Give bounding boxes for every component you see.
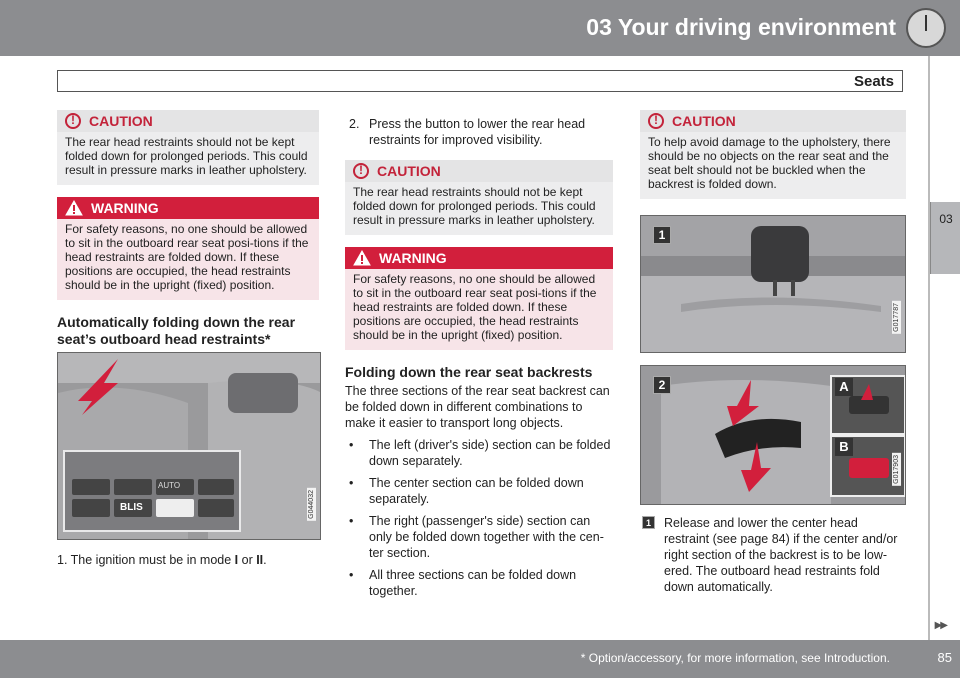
bullet-item bbox=[345, 513, 613, 561]
bullet-text: All three sections can be folded down together. bbox=[369, 568, 577, 598]
side-tab-line bbox=[928, 56, 930, 640]
step-release bbox=[640, 515, 906, 595]
section-title: Seats bbox=[853, 73, 894, 90]
caution-icon bbox=[648, 113, 664, 129]
mode-i: I bbox=[234, 553, 239, 567]
bullet-text: The center section can be folded down separately. bbox=[369, 476, 584, 506]
warning-box bbox=[57, 197, 319, 300]
warning-text: For safety reasons, no one should be allowed to sit in the outboard rear seat posi-tions if the head restraints are folded down. If these positions are occupied, the head restraints should be in the upright (fixed) position. bbox=[57, 219, 319, 300]
step-release-text: Release and lower the center head restraint (see page 84) if the center and/or right section of the backrest is to be low-ered. The outboard head restraints fold down automatically. bbox=[664, 516, 898, 594]
caution-header-3 bbox=[640, 110, 906, 132]
caution-title-3: CAUTION bbox=[672, 113, 736, 129]
footnote: * Option/accessory, for more information, see Introduction. bbox=[580, 651, 890, 665]
caution-text-3: To help avoid damage to the upholstery, there should be no objects on the rear seat and the seat belt should not be buckled when the backrest is folded down. bbox=[640, 132, 906, 199]
label-a: A bbox=[835, 378, 853, 396]
image-1-badge: 1 bbox=[653, 226, 671, 244]
caution-title-2: CAUTION bbox=[377, 163, 441, 179]
warning-title-2: WARNING bbox=[379, 250, 447, 266]
label-b: B bbox=[835, 438, 853, 456]
auto-fold-heading: Automatically folding down the rear seat’s outboard head restraints* bbox=[57, 314, 296, 347]
mode-ii: II bbox=[256, 553, 264, 567]
step-1-suffix: . bbox=[263, 553, 267, 567]
page-number: 85 bbox=[937, 650, 952, 665]
caution-title: CAUTION bbox=[89, 113, 153, 129]
caution-header-2 bbox=[345, 160, 613, 182]
warning-title: WARNING bbox=[91, 200, 159, 216]
column-1 bbox=[57, 110, 319, 568]
caution-icon bbox=[65, 113, 81, 129]
footer-band bbox=[0, 640, 960, 678]
warning-box-2 bbox=[345, 247, 613, 350]
step-release-badge: 1 bbox=[642, 516, 655, 529]
bullet-text: The right (passenger's side) section can only be folded down together with the cen-ter section. bbox=[369, 514, 604, 560]
caution-icon bbox=[353, 163, 369, 179]
rear-seat-illustration-2 bbox=[641, 366, 906, 505]
warning-header bbox=[57, 197, 319, 219]
head-restraint-button-photo bbox=[57, 352, 321, 540]
step-2-text: Press the button to lower the rear head restraints for improved visibility. bbox=[369, 117, 586, 147]
interior-illustration bbox=[58, 353, 321, 540]
chapter-tab-label: 03 bbox=[939, 212, 953, 226]
step-1-or: or bbox=[238, 553, 257, 567]
warning-text-2: For safety reasons, no one should be allowed to sit in the outboard rear seat posi-tions if the head restraints are folded down. If these positions are occupied, the head restraints should be in the upright (fixed) position. bbox=[345, 269, 613, 350]
bullet-icon: • bbox=[349, 476, 354, 490]
bullet-icon: • bbox=[349, 514, 354, 528]
column-3 bbox=[640, 110, 906, 595]
caution-box bbox=[57, 110, 319, 185]
caution-box-2 bbox=[345, 160, 613, 235]
chapter-title: 03 Your driving environment bbox=[586, 14, 896, 40]
bullet-item bbox=[345, 567, 613, 599]
rear-seat-illustration-1 bbox=[641, 216, 906, 353]
bullet-item bbox=[345, 437, 613, 469]
seat-photo-2 bbox=[640, 365, 906, 505]
image-2-code: G017903 bbox=[893, 455, 900, 484]
caution-box-3 bbox=[640, 110, 906, 199]
warning-header-2 bbox=[345, 247, 613, 269]
step-1 bbox=[57, 552, 319, 568]
column-2 bbox=[345, 116, 613, 599]
section-bar bbox=[57, 70, 903, 92]
image-1-code: G017787 bbox=[893, 303, 900, 332]
bullet-text: The left (driver's side) section can be folded down separately. bbox=[369, 438, 611, 468]
caution-header bbox=[57, 110, 319, 132]
header-band bbox=[0, 0, 960, 56]
step-2 bbox=[345, 116, 613, 148]
bullet-icon: • bbox=[349, 438, 354, 452]
image-2-badge: 2 bbox=[653, 376, 671, 394]
gauge-icon bbox=[906, 8, 946, 48]
fold-backrests-intro: The three sections of the rear seat backrest can be folded down in different combinations to make it easier to transport long objects. bbox=[345, 384, 610, 430]
bullet-item bbox=[345, 475, 613, 507]
bullet-icon: • bbox=[349, 568, 354, 582]
next-page-arrows: ▶▶ bbox=[934, 620, 946, 631]
fold-backrests-heading: Folding down the rear seat backrests bbox=[345, 364, 593, 380]
warning-triangle-icon bbox=[353, 250, 371, 266]
seat-photo-1 bbox=[640, 215, 906, 353]
auto-button-label: AUTO bbox=[158, 481, 181, 490]
blis-button-label: BLIS bbox=[120, 502, 143, 513]
step-2-number: 2. bbox=[349, 117, 360, 131]
image-code: G044032 bbox=[308, 490, 315, 519]
caution-text-2: The rear head restraints should not be kept folded down for prolonged periods. This could result in pressure marks in leather upholstery. bbox=[345, 182, 613, 235]
chapter-tab[interactable] bbox=[930, 202, 960, 274]
warning-triangle-icon bbox=[65, 200, 83, 216]
step-1-text: 1. The ignition must be in mode bbox=[57, 553, 235, 567]
caution-text: The rear head restraints should not be kept folded down for prolonged periods. This could result in pressure marks in leather upholstery. bbox=[57, 132, 319, 185]
